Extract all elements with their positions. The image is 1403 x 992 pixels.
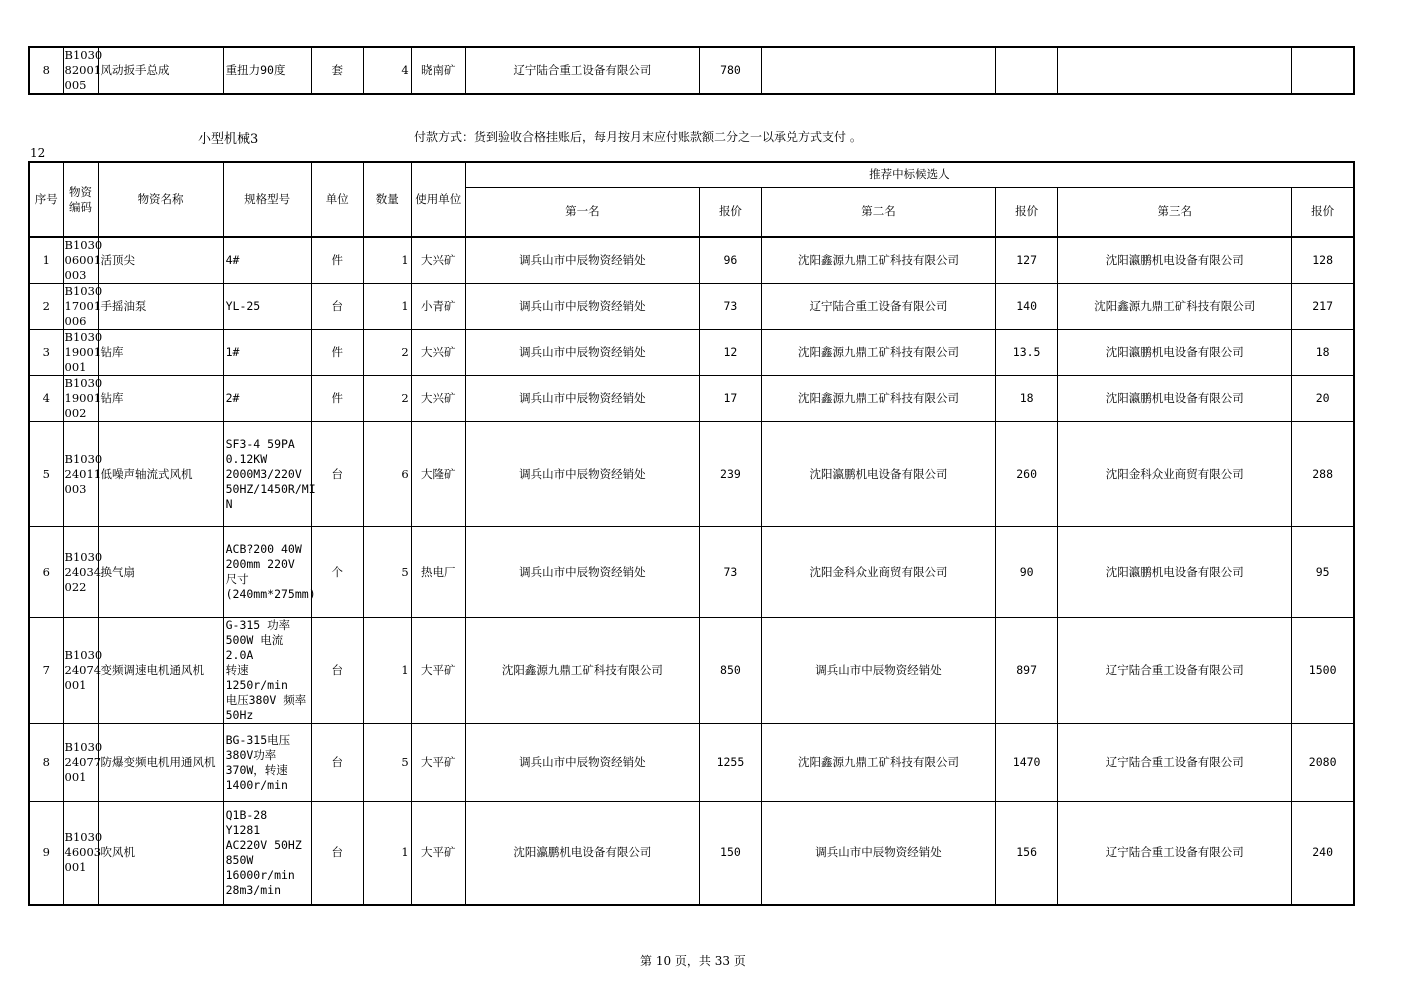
second-candidate: 沈阳瀛鹏机电设备有限公司 (761, 422, 995, 527)
first-candidate: 辽宁陆合重工设备有限公司 (465, 47, 699, 94)
row-number: 6 (29, 527, 63, 618)
header-first: 第一名 (465, 187, 699, 237)
third-price: 128 (1292, 237, 1354, 284)
first-price: 1255 (699, 724, 761, 802)
second-price: 90 (996, 527, 1058, 618)
header-spec: 规格型号 (223, 162, 311, 237)
third-price: 95 (1292, 527, 1354, 618)
unit: 台 (311, 802, 363, 905)
material-code: B1030 82001 005 (64, 48, 103, 92)
third-candidate: 辽宁陆合重工设备有限公司 (1058, 618, 1292, 724)
user-unit: 大平矿 (411, 802, 465, 905)
prev-table-row (29, 47, 1354, 94)
quantity: 6 (363, 422, 411, 527)
unit: 件 (311, 237, 363, 284)
quantity: 2 (363, 330, 411, 376)
third-candidate: 沈阳金科众业商贸有限公司 (1058, 422, 1292, 527)
first-candidate: 沈阳鑫源九鼎工矿科技有限公司 (465, 618, 699, 724)
material-code: B1030 24074 001 (63, 618, 98, 724)
header-qty: 数量 (363, 162, 411, 237)
third-candidate: 沈阳瀛鹏机电设备有限公司 (1058, 376, 1292, 422)
row-number: 3 (29, 330, 63, 376)
header-second: 第二名 (761, 187, 995, 237)
material-spec: G-315 功率 500W 电流2.0A 转速1250r/min 电压380V 频率 50Hz (223, 618, 311, 724)
material-name: 手摇油泵 (98, 284, 223, 330)
unit: 台 (311, 422, 363, 527)
first-price: 96 (699, 237, 761, 284)
third-price: 18 (1292, 330, 1354, 376)
unit: 套 (311, 47, 363, 94)
header-row-top (29, 162, 1354, 187)
header-candidates: 推荐中标候选人 (465, 162, 1354, 187)
third-price: 217 (1292, 284, 1354, 330)
first-price: 850 (699, 618, 761, 724)
first-candidate: 调兵山市中辰物资经销处 (465, 237, 699, 284)
material-spec: 重扭力90度 (223, 47, 311, 94)
second-price: 140 (996, 284, 1058, 330)
table-row (29, 284, 1354, 330)
user-unit: 大兴矿 (411, 330, 465, 376)
first-candidate: 调兵山市中辰物资经销处 (465, 330, 699, 376)
table-row (29, 376, 1354, 422)
row-number: 9 (29, 802, 63, 905)
first-price: 17 (699, 376, 761, 422)
second-candidate (761, 47, 995, 94)
third-candidate: 沈阳瀛鹏机电设备有限公司 (1058, 527, 1292, 618)
payment-terms: 付款方式：货到验收合格挂账后，每月按月末应付账款额二分之一以承兑方式支付 。 (414, 130, 862, 144)
material-spec: SF3-4 59PA 0.12KW 2000M3/220V 50HZ/1450R/MI N (223, 422, 311, 527)
first-candidate: 调兵山市中辰物资经销处 (465, 284, 699, 330)
quantity: 5 (363, 527, 411, 618)
first-candidate: 调兵山市中辰物资经销处 (465, 376, 699, 422)
first-candidate: 沈阳瀛鹏机电设备有限公司 (465, 802, 699, 905)
third-price: 2080 (1292, 724, 1354, 802)
material-name: 风动扳手总成 (98, 47, 223, 94)
quantity: 1 (363, 618, 411, 724)
user-unit: 小青矿 (411, 284, 465, 330)
header-no: 序号 (29, 162, 63, 237)
section-index: 12 (30, 146, 46, 160)
table-row (29, 422, 1354, 527)
first-candidate: 调兵山市中辰物资经销处 (465, 724, 699, 802)
material-name: 活顶尖 (98, 237, 223, 284)
material-name: 低噪声轴流式风机 (98, 422, 223, 527)
second-price: 897 (996, 618, 1058, 724)
first-price: 780 (699, 47, 761, 94)
user-unit: 晓南矿 (411, 47, 465, 94)
second-candidate: 沈阳金科众业商贸有限公司 (761, 527, 995, 618)
material-code: B1030 46003 001 (63, 802, 98, 905)
material-name: 钻库 (98, 376, 223, 422)
quantity: 4 (363, 47, 411, 94)
row-number: 7 (29, 618, 63, 724)
quantity: 1 (363, 284, 411, 330)
table-row (29, 618, 1354, 724)
header-third: 第三名 (1058, 187, 1292, 237)
material-code: B1030 06001 003 (64, 238, 103, 282)
material-name: 换气扇 (98, 527, 223, 618)
user-unit: 大平矿 (411, 618, 465, 724)
material-spec: 1# (223, 330, 311, 376)
second-price (996, 47, 1058, 94)
third-candidate (1058, 47, 1292, 94)
header-price2: 报价 (996, 187, 1058, 237)
material-spec: YL-25 (223, 284, 311, 330)
material-code: B1030 17001 006 (64, 284, 103, 328)
row-number: 8 (29, 47, 63, 94)
row-number: 8 (29, 724, 63, 802)
second-candidate: 辽宁陆合重工设备有限公司 (761, 284, 995, 330)
first-price: 73 (699, 527, 761, 618)
procurement-table (28, 161, 1355, 906)
second-price: 260 (996, 422, 1058, 527)
header-user: 使用单位 (411, 162, 465, 237)
row-number: 2 (29, 284, 63, 330)
material-spec: Q1B-28 Y1281 AC220V 50HZ 850W 16000r/min 28m3/min (223, 802, 311, 905)
header-name: 物资名称 (98, 162, 223, 237)
material-code: B1030 19001 001 (64, 330, 103, 374)
unit: 个 (311, 527, 363, 618)
header-price1: 报价 (699, 187, 761, 237)
table-row (29, 330, 1354, 376)
row-number: 1 (29, 237, 63, 284)
table-row (29, 802, 1354, 905)
material-name: 防爆变频电机用通风机 (98, 724, 223, 802)
first-price: 239 (699, 422, 761, 527)
material-spec: BG-315电压 380V功率 370W，转速 1400r/min (223, 724, 311, 802)
unit: 台 (311, 618, 363, 724)
user-unit: 大兴矿 (411, 376, 465, 422)
second-candidate: 沈阳鑫源九鼎工矿科技有限公司 (761, 724, 995, 802)
first-price: 150 (699, 802, 761, 905)
table-row (29, 237, 1354, 284)
row-number: 4 (29, 376, 63, 422)
user-unit: 热电厂 (411, 527, 465, 618)
material-code: B1030 24034 022 (63, 527, 98, 618)
material-spec: 4# (223, 237, 311, 284)
first-price: 12 (699, 330, 761, 376)
second-candidate: 沈阳鑫源九鼎工矿科技有限公司 (761, 330, 995, 376)
unit: 件 (311, 376, 363, 422)
second-candidate: 沈阳鑫源九鼎工矿科技有限公司 (761, 376, 995, 422)
first-price: 73 (699, 284, 761, 330)
material-name: 吹风机 (98, 802, 223, 905)
user-unit: 大兴矿 (411, 237, 465, 284)
row-number: 5 (29, 422, 63, 527)
third-candidate: 辽宁陆合重工设备有限公司 (1058, 802, 1292, 905)
table-row (29, 724, 1354, 802)
material-name: 钻库 (98, 330, 223, 376)
user-unit: 大平矿 (411, 724, 465, 802)
header-unit: 单位 (311, 162, 363, 237)
page-footer: 第 10 页，共 33 页 (640, 954, 746, 968)
second-price: 156 (996, 802, 1058, 905)
second-price: 18 (996, 376, 1058, 422)
third-price: 20 (1292, 376, 1354, 422)
table-row (29, 527, 1354, 618)
quantity: 1 (363, 802, 411, 905)
third-candidate: 辽宁陆合重工设备有限公司 (1058, 724, 1292, 802)
second-price: 1470 (996, 724, 1058, 802)
third-candidate: 沈阳瀛鹏机电设备有限公司 (1058, 237, 1292, 284)
third-price (1292, 47, 1354, 94)
header-price3: 报价 (1292, 187, 1354, 237)
second-price: 13.5 (996, 330, 1058, 376)
unit: 件 (311, 330, 363, 376)
material-code: B1030 24077 001 (63, 724, 98, 802)
prev-section-table (28, 46, 1355, 95)
second-price: 127 (996, 237, 1058, 284)
quantity: 5 (363, 724, 411, 802)
third-price: 288 (1292, 422, 1354, 527)
unit: 台 (311, 284, 363, 330)
user-unit: 大隆矿 (411, 422, 465, 527)
second-candidate: 调兵山市中辰物资经销处 (761, 802, 995, 905)
quantity: 1 (363, 237, 411, 284)
header-code: 物资编码 (63, 162, 98, 237)
material-spec: ACB?200 40W 200mm 220V 尺寸 (240mm*275mm) (223, 527, 311, 618)
section-title: 小型机械3 (198, 132, 259, 147)
material-code: B1030 24011 003 (63, 422, 98, 527)
material-code: B1030 19001 002 (64, 376, 103, 420)
third-candidate: 沈阳鑫源九鼎工矿科技有限公司 (1058, 284, 1292, 330)
material-name: 变频调速电机通风机 (98, 618, 223, 724)
first-candidate: 调兵山市中辰物资经销处 (465, 527, 699, 618)
third-candidate: 沈阳瀛鹏机电设备有限公司 (1058, 330, 1292, 376)
third-price: 1500 (1292, 618, 1354, 724)
quantity: 2 (363, 376, 411, 422)
first-candidate: 调兵山市中辰物资经销处 (465, 422, 699, 527)
second-candidate: 调兵山市中辰物资经销处 (761, 618, 995, 724)
third-price: 240 (1292, 802, 1354, 905)
unit: 台 (311, 724, 363, 802)
second-candidate: 沈阳鑫源九鼎工矿科技有限公司 (761, 237, 995, 284)
material-spec: 2# (223, 376, 311, 422)
